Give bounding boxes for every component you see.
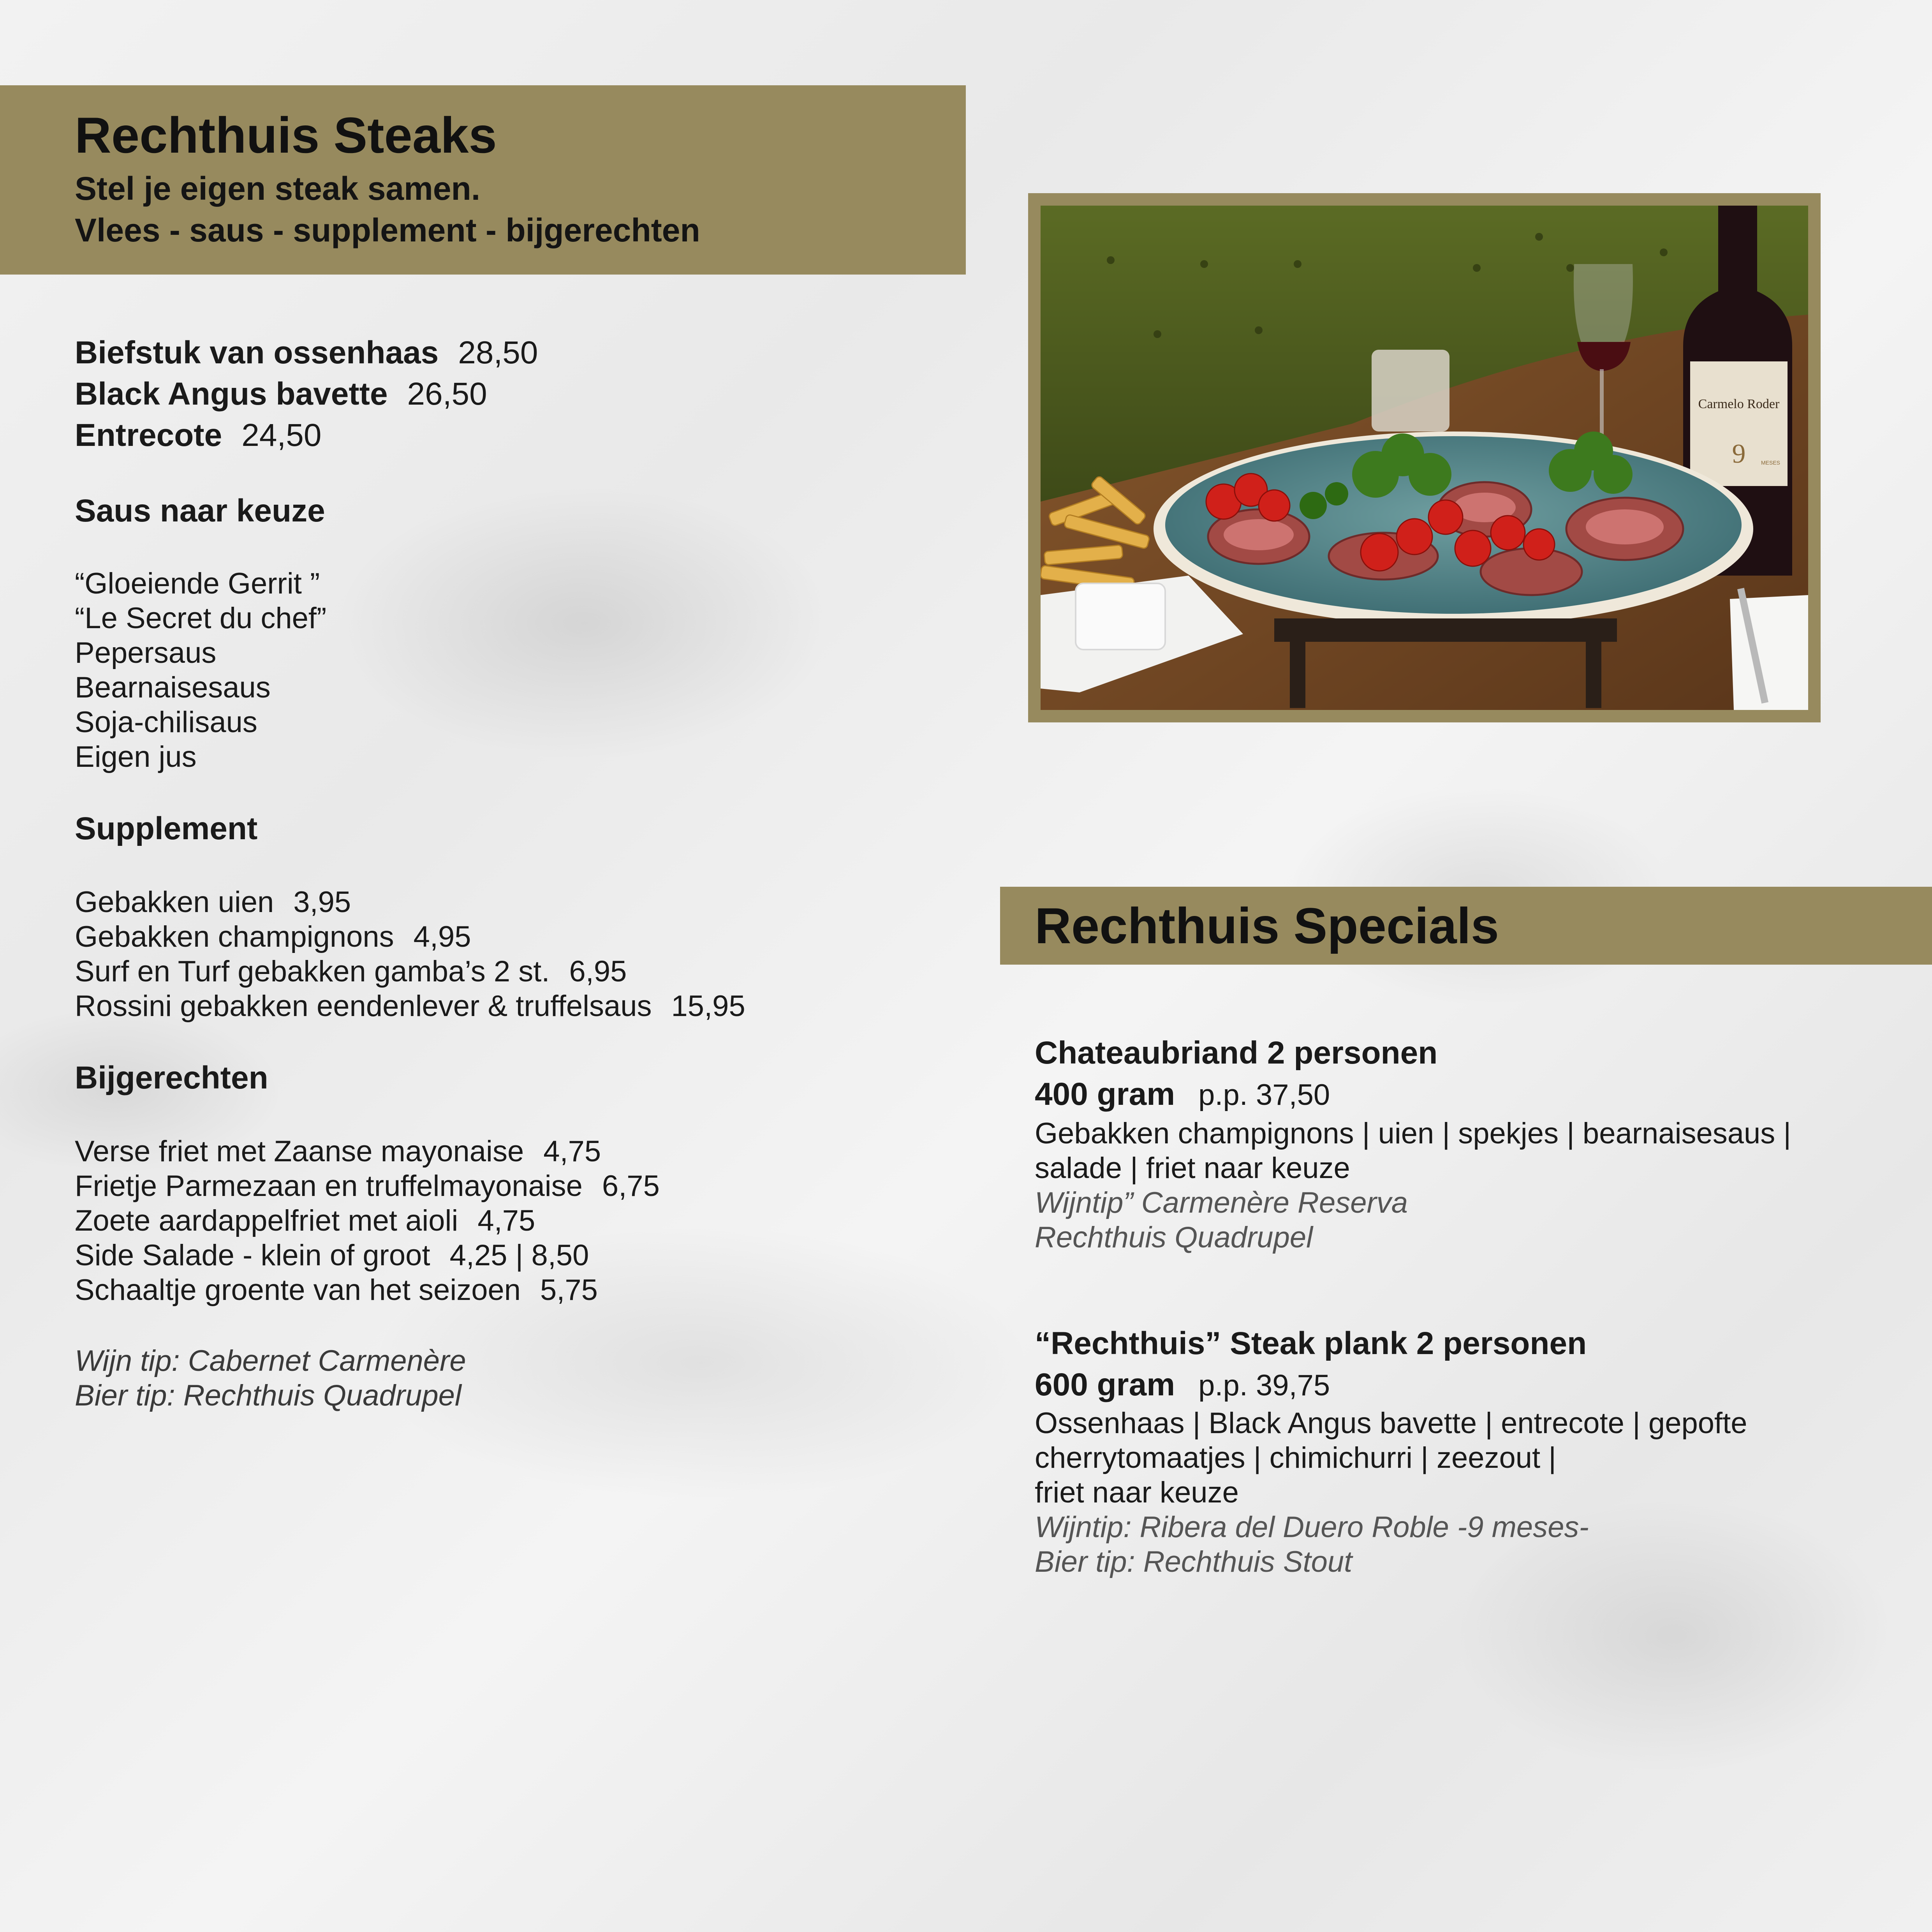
meat-name: Biefstuk van ossenhaas [75, 335, 439, 370]
sauce-item: “Gloeiende Gerrit ” [75, 567, 320, 600]
bottle-number: 9 [1732, 439, 1746, 469]
supplement-item [75, 989, 745, 1023]
special-description: Ossenhaas | Black Angus bavette | entrecote | gepofte [1035, 1407, 1747, 1440]
steak-plate-illustration [1041, 206, 1808, 710]
meat-name: Black Angus bavette [75, 376, 388, 412]
special-title: Chateaubriand 2 personen [1035, 1035, 1438, 1071]
side-item [75, 1134, 660, 1169]
supplement-name: Rossini gebakken eendenlever & truffelsaus [75, 990, 652, 1023]
bottle-word: MESES [1761, 460, 1781, 466]
special-price: p.p. 39,75 [1198, 1369, 1330, 1402]
side-item [75, 1169, 660, 1203]
supplement-item [75, 954, 745, 989]
sauce-item: Pepersaus [75, 636, 217, 669]
sides-list [75, 1134, 660, 1307]
special-description: Gebakken champignons | uien | spekjes | bearnaisesaus | [1035, 1117, 1791, 1150]
special-weight-price [1035, 1365, 1330, 1406]
supplement-price: 3,95 [293, 886, 351, 919]
steaks-subtitle: Stel je eigen steak samen. [75, 170, 481, 207]
supplement-heading: Supplement [75, 811, 258, 846]
supplement-name: Gebakken uien [75, 886, 274, 919]
meat-price: 26,50 [407, 376, 487, 412]
special-description: friet naar keuze [1035, 1476, 1239, 1509]
special-wine-tip: Wijntip: Ribera del Duero Roble -9 meses- [1035, 1511, 1589, 1544]
supplement-list [75, 885, 745, 1023]
meat-price: 24,50 [241, 417, 322, 453]
side-price: 4,75 [543, 1135, 601, 1168]
sauce-item: “Le Secret du chef” [75, 602, 327, 635]
supplement-name: Surf en Turf gebakken gamba’s 2 st. [75, 955, 550, 988]
sides-heading: Bijgerechten [75, 1060, 268, 1095]
side-price: 6,75 [602, 1169, 660, 1203]
side-item [75, 1273, 660, 1307]
bottle-label: Carmelo Roder [1698, 397, 1780, 411]
special-title: “Rechthuis” Steak plank 2 personen [1035, 1326, 1587, 1361]
special-description: salade | friet naar keuze [1035, 1152, 1350, 1185]
steaks-title: Rechthuis Steaks [75, 107, 497, 164]
side-price: 5,75 [540, 1273, 598, 1307]
special-price: p.p. 37,50 [1198, 1078, 1330, 1111]
side-item [75, 1238, 660, 1273]
side-item [75, 1203, 660, 1238]
special-weight: 600 gram [1035, 1367, 1175, 1402]
side-price: 4,75 [477, 1204, 535, 1237]
supplement-item [75, 919, 745, 954]
special-wine-tip: Wijntip” Carmenère Reserva [1035, 1186, 1408, 1219]
supplement-price: 15,95 [671, 990, 745, 1023]
steak-photo [1041, 206, 1808, 710]
side-name: Schaaltje groente van het seizoen [75, 1273, 521, 1307]
side-name: Verse friet met Zaanse mayonaise [75, 1135, 524, 1168]
meat-item [75, 373, 487, 415]
side-name: Side Salade - klein of groot [75, 1239, 430, 1272]
sauce-heading: Saus naar keuze [75, 493, 325, 528]
special-description: cherrytomaatjes | chimichurri | zeezout | [1035, 1441, 1557, 1474]
sauce-list [75, 566, 326, 774]
meat-price: 28,50 [458, 335, 538, 370]
special-beer-tip: Bier tip: Rechthuis Stout [1035, 1545, 1353, 1578]
supplement-price: 6,95 [569, 955, 627, 988]
sauce-item: Soja-chilisaus [75, 706, 257, 739]
sauce-item: Eigen jus [75, 740, 197, 773]
steaks-subtitle-sequence: Vlees - saus - supplement - bijgerechten [75, 212, 700, 248]
side-price: 4,25 | 8,50 [449, 1239, 589, 1272]
special-beer-tip: Rechthuis Quadrupel [1035, 1221, 1313, 1254]
side-name: Frietje Parmezaan en truffelmayonaise [75, 1169, 583, 1203]
supplement-name: Gebakken champignons [75, 920, 394, 953]
meat-item [75, 414, 321, 456]
side-name: Zoete aardappelfriet met aioli [75, 1204, 458, 1237]
specials-title: Rechthuis Specials [1035, 897, 1499, 954]
special-weight-price [1035, 1074, 1330, 1115]
wine-tip: Wijn tip: Cabernet Carmenère [75, 1344, 466, 1377]
special-weight: 400 gram [1035, 1076, 1175, 1112]
meat-name: Entrecote [75, 417, 222, 453]
meat-item [75, 332, 538, 374]
supplement-price: 4,95 [413, 920, 471, 953]
supplement-item [75, 885, 745, 919]
beer-tip: Bier tip: Rechthuis Quadrupel [75, 1379, 461, 1412]
steak-photo-frame [1028, 193, 1821, 722]
sauce-item: Bearnaisesaus [75, 671, 271, 704]
